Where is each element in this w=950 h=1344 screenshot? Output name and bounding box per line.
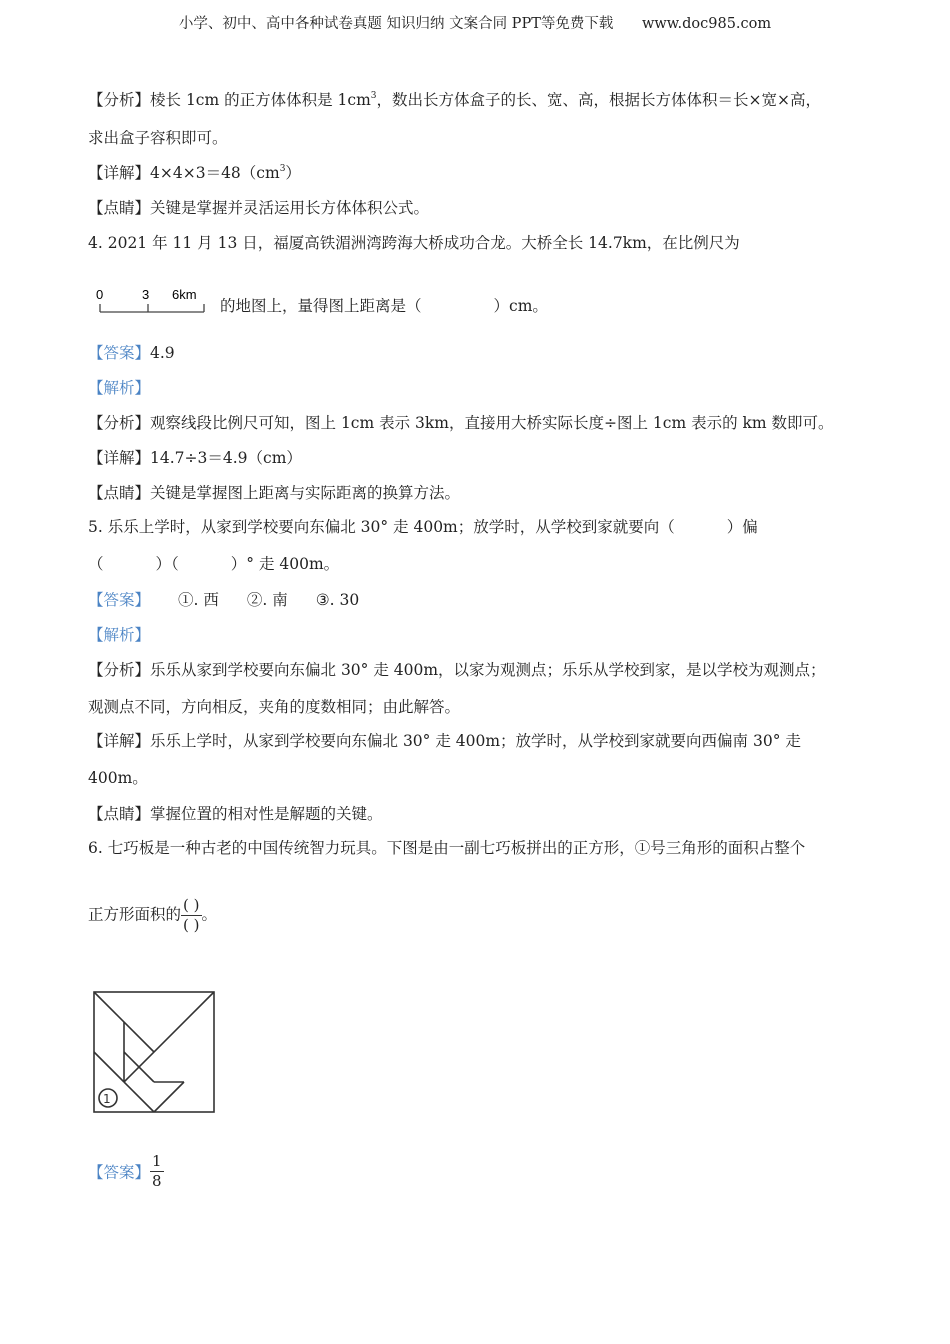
q4-tip-tag: 【点睛】: [88, 484, 151, 502]
q4-tip: [88, 481, 460, 503]
q6-answer-num: 1: [152, 1152, 162, 1170]
page-header: [0, 12, 950, 33]
q4-answer-value: 4.9: [150, 344, 175, 362]
q5-answer-tag: 【答案】: [88, 591, 151, 609]
tangram-figure: [92, 990, 218, 1116]
q3-detail-tag: 【详解】: [88, 164, 151, 182]
q5-tip-text: 掌握位置的相对性是解题的关键。: [150, 805, 383, 823]
q5-detail-text: 乐乐上学时，从家到学校要向东偏北 30° 走 400m；放学时，从学校到家就要向西偏南 30° 走: [150, 732, 801, 750]
q4-answer: [88, 341, 175, 363]
q3-detail: [88, 161, 301, 183]
tangram-diag-b: [124, 992, 214, 1082]
q3-tip-text: 关键是掌握并灵活运用长方体体积公式。: [150, 199, 430, 217]
q4-detail: [88, 446, 302, 468]
q5-detail-tag: 【详解】: [88, 732, 151, 750]
q4-analysis: [88, 411, 834, 433]
q4-stem-text-a: 的地图上，量得图上距离是（: [220, 297, 422, 315]
q3-tip: [88, 196, 429, 218]
q5-analysis-line2: 观测点不同，方向相反，夹角的度数相同；由此解答。: [88, 698, 461, 716]
q3-detail-text-b: ）: [285, 164, 301, 182]
q4-detail-text: 14.7÷3＝4.9（cm）: [150, 449, 302, 467]
q6-frac-den: ( ): [183, 915, 200, 934]
q5-answer: [88, 588, 359, 610]
q5-detail-line1: [88, 729, 801, 751]
q4-detail-tag: 【详解】: [88, 449, 151, 467]
q4-analysis-tag: 【分析】: [88, 414, 151, 432]
q3-analysis-text-a: 棱长 1cm 的正方体体积是 1cm: [150, 91, 371, 109]
header-title: 小学、初中、高中各种试卷真题 知识归纳 文案合同 PPT等免费下载: [178, 16, 614, 32]
tangram-small-edge-2: [124, 1082, 154, 1112]
scale-label-3: 3: [142, 287, 150, 302]
q3-analysis-line2: 求出盒子容积即可。: [88, 129, 228, 147]
q5-stem-text-d: ）（: [155, 555, 179, 573]
q5-stem-text-a: 5. 乐乐上学时，从家到学校要向东偏北 30° 走 400m；放学时，从学校到家就要向（: [88, 518, 675, 536]
q5-stem-line2: [88, 552, 339, 574]
q5-tip-tag: 【点睛】: [88, 805, 151, 823]
q3-analysis-text-b: ，数出长方体盒子的长、宽、高，根据长方体体积＝长×宽×高，: [376, 91, 821, 109]
q6-stem-text-b: 。: [201, 905, 218, 924]
q5-tip: [88, 802, 383, 824]
q3-analysis-tag: 【分析】: [88, 91, 151, 109]
q3-detail-text-a: 4×4×3＝48（cm: [150, 164, 280, 182]
q4-jiexi-tag: 【解析】: [88, 379, 151, 397]
tangram-small-edge-1: [94, 1052, 124, 1082]
q6-stem-line2: [88, 896, 217, 935]
q6-answer-den: 8: [152, 1171, 162, 1190]
q3-analysis-sup: 3: [370, 91, 377, 101]
scale-bar-figure: [92, 285, 212, 317]
q5-analysis-line1: [88, 658, 826, 680]
q4-stem-line1: 4. 2021 年 11 月 13 日，福厦高铁湄洲湾跨海大桥成功合龙。大桥全长 14.7km，在比例尺为: [88, 234, 740, 252]
q4-stem-text-b: ）cm。: [493, 297, 548, 315]
q5-analysis-text: 乐乐从家到学校要向东偏北 30° 走 400m，以家为观测点；乐乐从学校到家，是以学校为观测点；: [150, 661, 826, 679]
q6-frac-num: ( ): [183, 896, 200, 914]
q5-answer-2: ②. 南: [246, 591, 288, 609]
q4-tip-text: 关键是掌握图上距离与实际距离的换算方法。: [150, 484, 461, 502]
q5-answer-3: ③. 30: [315, 591, 360, 609]
q5-stem-text-b: ）偏: [726, 518, 758, 536]
q5-stem-text-e: ）° 走 400m。: [230, 555, 340, 573]
q5-detail-line2: 400m。: [88, 769, 148, 787]
q6-stem-text-a: 正方形面积的: [88, 905, 182, 924]
q5-stem-text-c: （: [88, 555, 104, 573]
tangram-label: 1: [103, 1092, 111, 1106]
q6-answer-fraction: [150, 1152, 164, 1191]
q6-answer: [88, 1152, 164, 1191]
q6-fraction-blank: [181, 896, 201, 935]
q5-answer-1: ①. 西: [178, 591, 219, 609]
q4-answer-tag: 【答案】: [88, 344, 151, 362]
scale-label-0: 0: [96, 287, 104, 302]
q4-analysis-text: 观察线段比例尺可知，图上 1cm 表示 3km，直接用大桥实际长度÷图上 1cm 表示的 km 数即可。: [150, 414, 834, 432]
header-site[interactable]: www.doc985.com: [641, 16, 772, 32]
q3-detail-sup: 3: [279, 164, 286, 174]
q3-tip-tag: 【点睛】: [88, 199, 151, 217]
q5-stem-line1: [88, 515, 758, 537]
scale-label-6km: 6km: [172, 287, 197, 302]
q5-jiexi-tag: 【解析】: [88, 626, 151, 644]
q4-stem-line2: [220, 294, 548, 316]
q6-stem-line1: 6. 七巧板是一种古老的中国传统智力玩具。下图是由一副七巧板拼出的正方形，①号三角形的面积占整个: [88, 839, 806, 857]
q3-analysis-line1: [88, 88, 821, 110]
q5-analysis-tag: 【分析】: [88, 661, 151, 679]
q6-answer-tag: 【答案】: [88, 1163, 151, 1182]
tangram-par-edge-1: [154, 1082, 184, 1112]
